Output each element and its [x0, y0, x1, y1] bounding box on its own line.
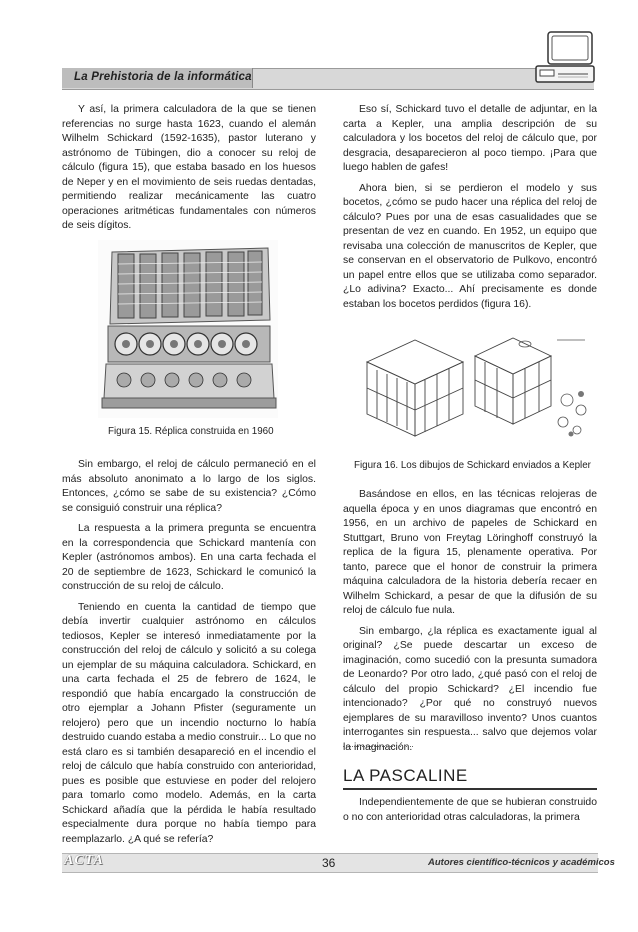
publisher-logo: ACTA — [64, 853, 104, 868]
paragraph: Sin embargo, el reloj de cálculo permaneció en el más absoluto anonimato a lo largo de los siglos. Entonces, ¿cómo se sabe de su existencia? ¿Cómo se consiguió construir una réplica? — [62, 459, 316, 514]
figure-15-caption: Figura 15. Réplica construida en 1960 — [108, 426, 274, 437]
right-column-bottom — [343, 488, 597, 761]
figure-16-drawing — [345, 322, 595, 448]
paragraph: Sin embargo, ¿la réplica es exactamente igual al original? ¿Se puede descartar un exceso de imaginación, como sucedió con la presunta sumadora de Leonardo? Por otro lado, ¿qué pasó con el reloj de cálculo del propio Schickard? ¿El incendio fue intencionado? ¿Por qué no construyó nuevos ejemplares de su maravilloso invento? Unos cuantos interrogantes sin respuesta... salvo que dejemos volar la imaginación. — [343, 625, 597, 753]
section-title-underline — [343, 788, 597, 790]
left-column-top — [62, 103, 316, 240]
left-column-bottom — [62, 458, 316, 853]
paragraph: Basándose en ellos, en las técnicas relojeras de aquella época y en unos diagramas que encontró en 1956, en un archivo de papeles de Schickard en Stuttgart, Bruno von Freytag Löringhoff construyó la replica de la figura 15, plenamente operativa. Por tanto, parece que el honor de construir la primera máquina calculadora de la historia debería recaer en Wilhelm Schickard, a pesar de que la difusión de su reloj de cálculo fue nula. — [343, 489, 597, 616]
footer-publisher: Autores científico-técnicos y académicos — [428, 857, 615, 868]
running-header-title: La Prehistoria de la informática — [74, 71, 252, 83]
paragraph: Teniendo en cuenta la cantidad de tiempo que debía invertir cualquier astrónomo en cálculos tediosos, Kepler se interesó inmediatamente por la construcción del reloj de cálculo y solicitó a su colega un ejemplar de su máquina calculadora. Schickard, en una carta fechada el 25 de febrero de 1624, le respondió que había encargado la construcción de otro ejemplar a Johann Pfister (seguramente un relojero) pero que un incendio nocturno lo había destruido cuando estaba a medio construir... Lo que no está claro es si también desapareció en el incendio el reloj de cálculo que había construido con anterioridad, pues es posible que estuviese en poder del relojero para tomarlo como modelo. Además, en la carta Schickard añadía que la pérdida le había resultado especialmente dura porque no había tiempo para reemplazarlo. ¿A qué se refería? — [62, 601, 316, 845]
section-divider — [343, 746, 413, 747]
page-number: 36 — [322, 856, 336, 870]
paragraph: La respuesta a la primera pregunta se encuentra en la correspondencia que Schickard mantenía con Kepler (astrónomos ambos). En una carta fechada el 20 de septiembre de 1623, Schickard le comunicó la construcción de su reloj de cálculo. — [62, 523, 316, 592]
right-column-section — [343, 796, 597, 831]
right-column-top — [343, 103, 597, 318]
section-title: LA PASCALINE — [343, 766, 468, 785]
paragraph: Independientemente de que se hubieran construido o no con anterioridad otras calculadoras, la primera — [343, 797, 597, 823]
paragraph: Eso sí, Schickard tuvo el detalle de adjuntar, en la carta a Kepler, una amplia descripción de su calculadora y los bocetos del reloj de cálculo que, por desgracia, desaparecieron al poco tiempo. ¡Para que luego hablen de gafes! — [343, 104, 597, 173]
computer-icon — [528, 30, 598, 88]
paragraph: Y así, la primera calculadora de la que se tienen referencias no surge hasta 1623, cuando el alemán Wilhelm Schickard (1592-1635), pastor luterano y astrónomo de Tübingen, dio a conocer su reloj de cálculo (figura 15), que estaba basado en los huesos de Neper y en el movimiento de seis ruedas dentadas, permitiendo realizar mecánicamente las cuatro operaciones aritméticas fundamentales con números de seis dígitos. — [62, 104, 316, 231]
figure-15-photo — [98, 240, 278, 418]
paragraph: Ahora bien, si se perdieron el modelo y sus bocetos, ¿cómo se pudo hacer una réplica del reloj de cálculo? Pues por una de esas casualidades que se presentan de vez en cuando. En 1952, un equipo que revisaba una colección de manuscritos de Kepler, que se conservan en el observatorio de Pulkovo, encontró un papel entre ellos que se utilizaba como separador. ¿Lo adivina? Exacto... Ahí precisamente es donde estaban los bocetos perdidos (figura 16). — [343, 182, 597, 310]
figure-16-caption: Figura 16. Los dibujos de Schickard enviados a Kepler — [354, 460, 591, 471]
